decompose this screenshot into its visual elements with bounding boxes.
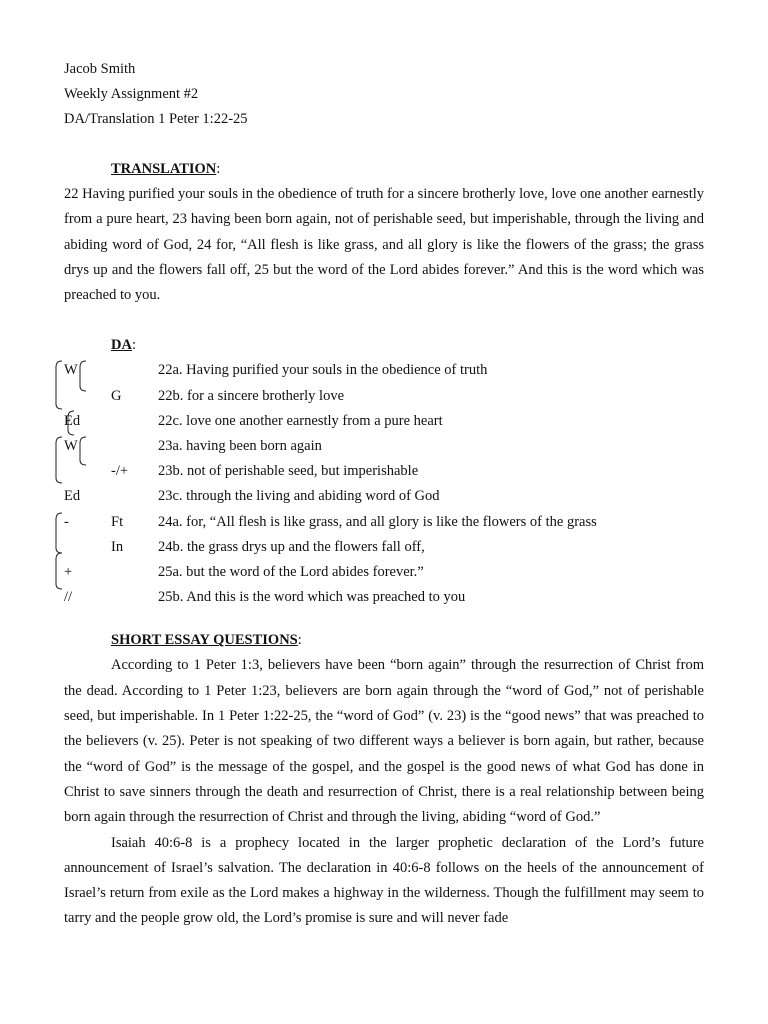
bracket-22-outer [56, 361, 62, 409]
da-clause-text: 25b. And this is the word which was preached to you [158, 589, 466, 606]
da-row [64, 510, 704, 535]
da-label-secondary: -/+ [111, 463, 129, 480]
da-row [64, 535, 704, 560]
da-clause-text: 23a. having been born again [158, 438, 322, 455]
da-clause-text: 24a. for, “All flesh is like grass, and all glory is like the flowers of the grass [158, 513, 597, 530]
da-row [64, 409, 704, 434]
essay-paragraph-1: According to 1 Peter 1:3, believers have been “born again” through the resurrection of Christ from the dead. According to 1 Peter 1:23, believers are born again through the “word of God,” not of perishable seed, but imperishable. In 1 Peter 1:22-25, the “word of God” (v. 23) is the “good news” that was preached to the believers (v. 25). Peter is not speaking of two different ways a believer is born again, but rather, because the “word of God” is the message of the gospel, and the gospel is the good news of what God has done in Christ to save sinners through the death and resurrection of Christ, there is a real relationship between being born again through the resurrection of Christ and through the living, abiding “word of God.” [64, 657, 704, 826]
essay-heading-colon: : [297, 632, 302, 649]
da-label-secondary: G [111, 387, 122, 404]
da-clause-text: 23b. not of perishable seed, but imperishable [158, 463, 419, 480]
da-clause-text: 25a. but the word of the Lord abides forever.” [158, 563, 424, 580]
da-clause-text: 23c. through the living and abiding word of God [158, 488, 440, 505]
da-clause-text: 22b. for a sincere brotherly love [158, 387, 345, 404]
da-row [64, 585, 704, 610]
da-label-primary: W [64, 438, 78, 455]
author-name: Jacob Smith [64, 61, 136, 77]
da-clause-text: 24b. the grass drys up and the flowers fall off, [158, 538, 425, 555]
da-label-primary: Ed [64, 412, 81, 429]
essay-paragraph-2: Isaiah 40:6-8 is a prophecy located in the larger prophetic declaration of the Lord’s future announcement of Israel’s salvation. The declaration in 40:6-8 follows on the heels of the announcement of Israel’s return from exile as the Lord makes a highway in the wilderness. Though the fulfillment may seem to tarry and the people grow old, the Lord’s promise is sure and will never fade [64, 834, 704, 927]
da-heading-colon: : [131, 337, 136, 354]
bracket-24-outer [56, 513, 62, 553]
da-label-primary: + [64, 563, 73, 580]
translation-heading [64, 157, 704, 182]
document-page [64, 57, 704, 932]
essay-heading [64, 628, 704, 653]
da-row [64, 434, 704, 459]
da-heading [64, 333, 704, 358]
translation-heading-text: TRANSLATION [111, 161, 217, 177]
da-row [64, 560, 704, 585]
da-label-primary: W [64, 362, 78, 379]
da-outline [64, 358, 704, 610]
da-label-primary: // [64, 589, 73, 606]
da-row [64, 484, 704, 509]
da-row [64, 459, 704, 484]
da-label-primary: - [64, 513, 69, 530]
da-row [64, 384, 704, 409]
bracket-25-outer [56, 553, 62, 589]
translation-text: 22 Having purified your souls in the obedience of truth for a sincere brotherly love, love one another earnestly from a pure heart, 23 having been born again, not of perishable seed, but imperishable, through the living and abiding word of God, 24 for, “All flesh is like grass, and all glory is like the flowers of the grass; the grass drys up and the flowers fall off, 25 but the word of the Lord abides forever.” And this is the word which was preached to you. [64, 186, 704, 304]
assignment-topic: DA/Translation 1 Peter 1:22-25 [64, 111, 248, 127]
essay-heading-text: SHORT ESSAY QUESTIONS [111, 632, 298, 649]
da-clause-text: 22a. Having purified your souls in the obedience of truth [158, 362, 488, 379]
da-label-primary: Ed [64, 488, 81, 505]
translation-heading-colon: : [216, 161, 221, 177]
da-clause-text: 22c. love one another earnestly from a pure heart [158, 412, 443, 429]
da-row [64, 358, 704, 383]
da-label-secondary: In [111, 538, 124, 555]
da-heading-text: DA [111, 337, 132, 354]
bracket-23-outer [56, 437, 62, 483]
da-label-secondary: Ft [111, 513, 124, 530]
assignment-title: Weekly Assignment #2 [64, 86, 199, 102]
